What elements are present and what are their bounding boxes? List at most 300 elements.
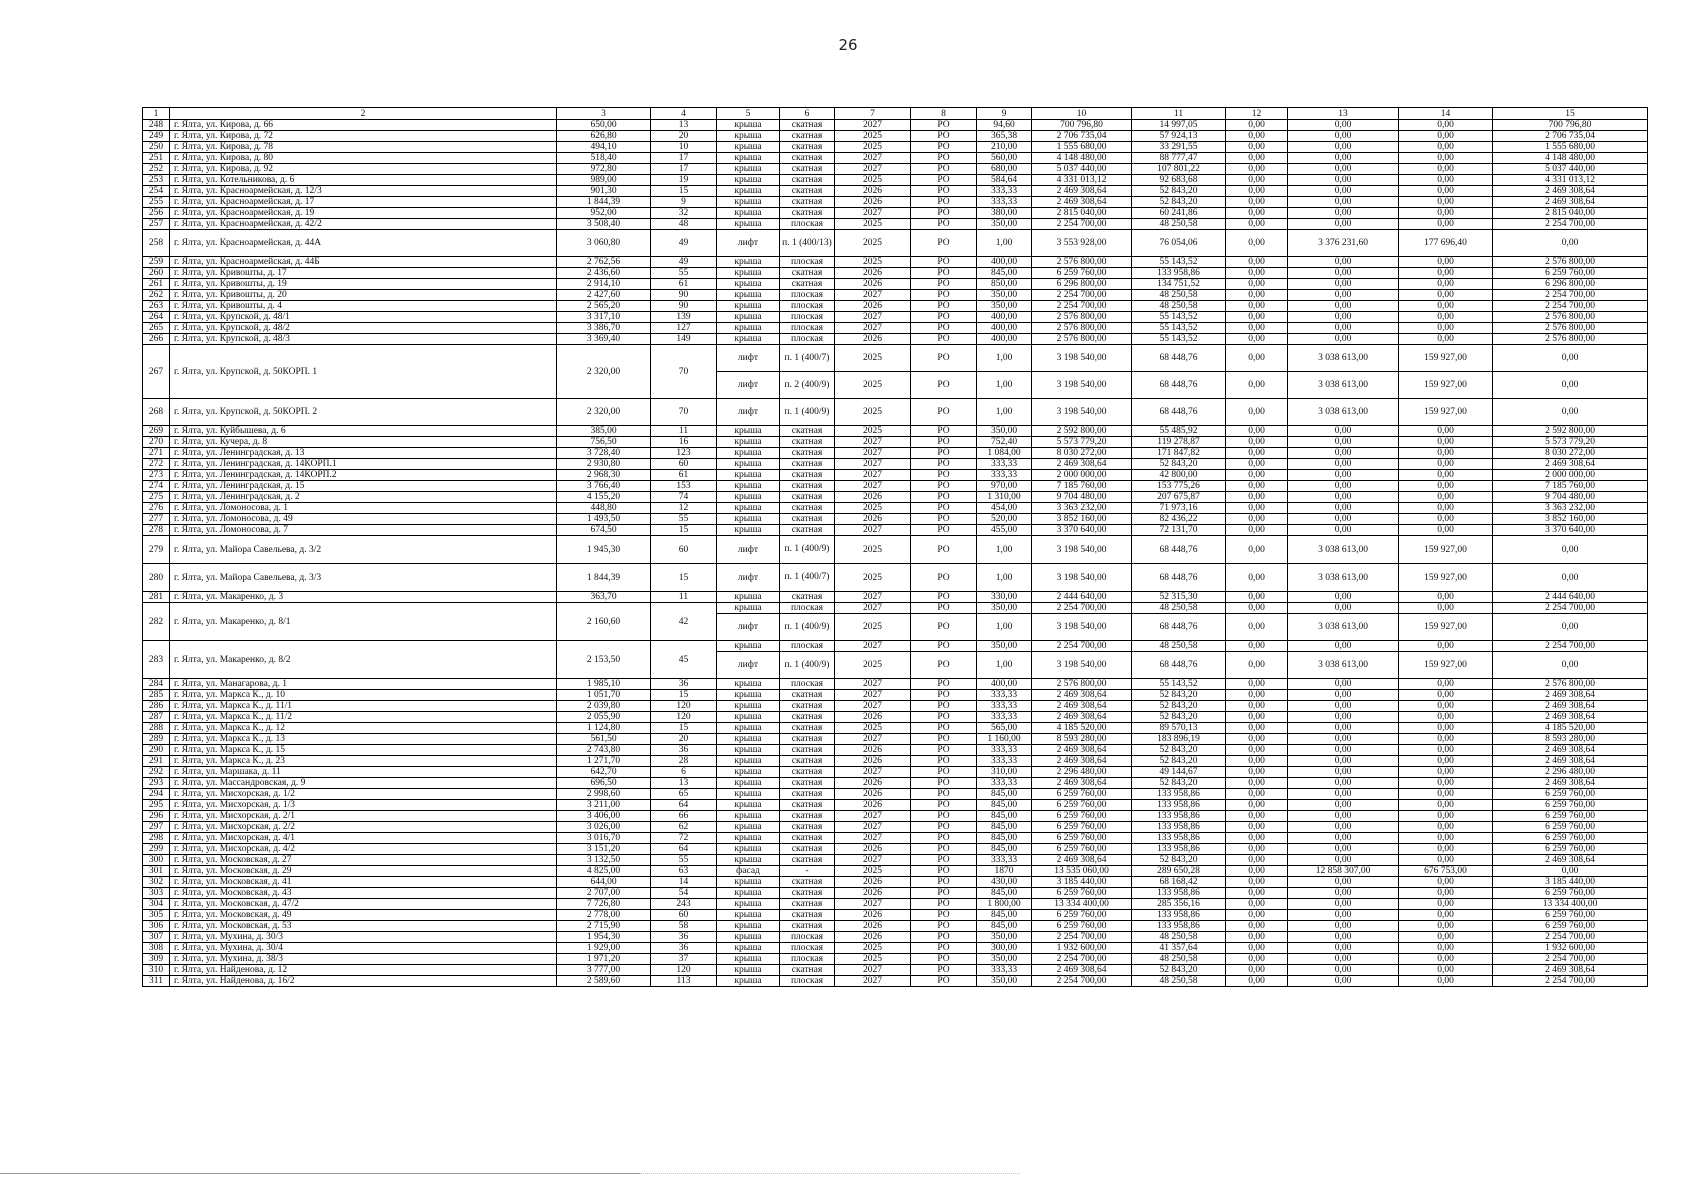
- table-cell: 2 715,90: [557, 921, 651, 932]
- table-cell: 2 762,56: [557, 257, 651, 268]
- table-cell: п. 1 (400/13): [780, 230, 835, 257]
- table-cell: 584,64: [977, 175, 1032, 186]
- table-cell: 2 254 700,00: [1493, 954, 1648, 965]
- column-header: 2: [170, 108, 557, 120]
- table-cell: 2025: [835, 866, 911, 877]
- table-cell: 2 153,50: [557, 641, 651, 679]
- table-cell: 0,00: [1288, 208, 1399, 219]
- table-cell: крыша: [717, 965, 780, 976]
- table-cell: 0,00: [1226, 470, 1288, 481]
- address-cell: г. Ялта, ул. Ленинградская, д. 2: [170, 492, 557, 503]
- table-cell: 2026: [835, 932, 911, 943]
- table-cell: 2025: [835, 399, 911, 426]
- table-cell: 133 958,86: [1132, 811, 1226, 822]
- table-cell: крыша: [717, 822, 780, 833]
- table-cell: 48: [651, 219, 717, 230]
- table-row: [143, 965, 1648, 976]
- table-cell: 0,00: [1226, 164, 1288, 175]
- table-cell: 8 030 272,00: [1493, 448, 1648, 459]
- table-cell: 0,00: [1288, 921, 1399, 932]
- table-cell: РО: [911, 525, 977, 536]
- table-cell: 48 250,58: [1132, 932, 1226, 943]
- table-cell: 15: [651, 723, 717, 734]
- table-cell: крыша: [717, 334, 780, 345]
- column-header: 5: [717, 108, 780, 120]
- table-cell: 6 259 760,00: [1032, 789, 1132, 800]
- table-cell: 0,00: [1226, 976, 1288, 987]
- table-cell: РО: [911, 954, 977, 965]
- table-row: [143, 448, 1648, 459]
- table-cell: 333,33: [977, 855, 1032, 866]
- table-cell: 2 469 308,64: [1493, 778, 1648, 789]
- table-cell: 6 259 760,00: [1493, 789, 1648, 800]
- address-cell: г. Ялта, ул. Кривошты, д. 20: [170, 290, 557, 301]
- table-cell: 333,33: [977, 756, 1032, 767]
- table-cell: 2 055,90: [557, 712, 651, 723]
- table-cell: 2026: [835, 745, 911, 756]
- table-cell: РО: [911, 470, 977, 481]
- table-cell: 0,00: [1288, 268, 1399, 279]
- table-cell: 0,00: [1399, 641, 1493, 652]
- table-cell: 0,00: [1288, 323, 1399, 334]
- table-cell: 0,00: [1226, 301, 1288, 312]
- table-cell: РО: [911, 131, 977, 142]
- table-cell: крыша: [717, 943, 780, 954]
- column-header: 1: [143, 108, 170, 120]
- table-cell: РО: [911, 888, 977, 899]
- table-cell: 90: [651, 301, 717, 312]
- table-cell: 0,00: [1288, 186, 1399, 197]
- table-cell: скатная: [780, 448, 835, 459]
- table-cell: 249: [143, 131, 170, 142]
- table-cell: 3 370 640,00: [1032, 525, 1132, 536]
- table-cell: РО: [911, 164, 977, 175]
- table-cell: 0,00: [1226, 866, 1288, 877]
- table-cell: 845,00: [977, 789, 1032, 800]
- table-cell: 6 259 760,00: [1032, 833, 1132, 844]
- table-cell: 1 945,30: [557, 536, 651, 564]
- table-cell: 68 448,76: [1132, 399, 1226, 426]
- table-cell: 0,00: [1226, 767, 1288, 778]
- table-cell: 2027: [835, 822, 911, 833]
- table-cell: 74: [651, 492, 717, 503]
- table-row: [143, 197, 1648, 208]
- table-cell: 2025: [835, 954, 911, 965]
- table-header: [143, 108, 1648, 120]
- table-cell: 0,00: [1399, 437, 1493, 448]
- table-cell: 0,00: [1493, 564, 1648, 592]
- table-cell: 2 707,00: [557, 888, 651, 899]
- table-cell: 1 084,00: [977, 448, 1032, 459]
- table-cell: 0,00: [1399, 954, 1493, 965]
- table-cell: 2 444 640,00: [1032, 592, 1132, 603]
- table-row: [143, 503, 1648, 514]
- table-cell: 0,00: [1226, 943, 1288, 954]
- table-cell: 52 843,20: [1132, 965, 1226, 976]
- column-header: 6: [780, 108, 835, 120]
- address-cell: г. Ялта, ул. Мисхорская, д. 4/1: [170, 833, 557, 844]
- table-cell: 2027: [835, 525, 911, 536]
- table-cell: 1 932 600,00: [1493, 943, 1648, 954]
- table-cell: 36: [651, 679, 717, 690]
- table-cell: 5 037 440,00: [1493, 164, 1648, 175]
- table-cell: 0,00: [1399, 701, 1493, 712]
- table-cell: крыша: [717, 290, 780, 301]
- table-cell: 90: [651, 290, 717, 301]
- table-cell: 0,00: [1399, 334, 1493, 345]
- table-cell: 845,00: [977, 844, 1032, 855]
- table-cell: 0,00: [1399, 603, 1493, 614]
- table-cell: 0,00: [1288, 641, 1399, 652]
- table-cell: 311: [143, 976, 170, 987]
- table-cell: крыша: [717, 437, 780, 448]
- table-cell: 752,40: [977, 437, 1032, 448]
- table-cell: 2025: [835, 142, 911, 153]
- table-cell: 0,00: [1399, 723, 1493, 734]
- table-cell: 60 241,86: [1132, 208, 1226, 219]
- table-cell: плоская: [780, 312, 835, 323]
- table-cell: скатная: [780, 811, 835, 822]
- table-cell: скатная: [780, 525, 835, 536]
- table-cell: 4 148 480,00: [1493, 153, 1648, 164]
- table-cell: скатная: [780, 899, 835, 910]
- table-cell: 0,00: [1399, 470, 1493, 481]
- table-cell: 0,00: [1399, 833, 1493, 844]
- table-cell: 127: [651, 323, 717, 334]
- table-cell: 42: [651, 603, 717, 641]
- table-cell: РО: [911, 789, 977, 800]
- table-cell: 2 254 700,00: [1032, 954, 1132, 965]
- table-cell: 0,00: [1226, 492, 1288, 503]
- table-cell: РО: [911, 811, 977, 822]
- table-cell: 333,33: [977, 690, 1032, 701]
- table-cell: 676 753,00: [1399, 866, 1493, 877]
- table-cell: крыша: [717, 268, 780, 279]
- table-cell: 3 185 440,00: [1493, 877, 1648, 888]
- table-row: [143, 399, 1648, 426]
- table-cell: плоская: [780, 976, 835, 987]
- table-cell: 0,00: [1399, 734, 1493, 745]
- table-cell: 0,00: [1226, 334, 1288, 345]
- table-cell: 76 054,06: [1132, 230, 1226, 257]
- table-cell: 55 143,52: [1132, 257, 1226, 268]
- table-cell: 0,00: [1399, 208, 1493, 219]
- table-cell: 94,60: [977, 120, 1032, 131]
- table-cell: 2025: [835, 536, 911, 564]
- table-cell: 3 026,00: [557, 822, 651, 833]
- table-cell: 267: [143, 345, 170, 399]
- table-cell: 287: [143, 712, 170, 723]
- table-cell: 3 363 232,00: [1493, 503, 1648, 514]
- table-cell: 0,00: [1288, 514, 1399, 525]
- table-cell: крыша: [717, 131, 780, 142]
- table-cell: 278: [143, 525, 170, 536]
- table-cell: 0,00: [1399, 921, 1493, 932]
- table-cell: 2 160,60: [557, 603, 651, 641]
- table-cell: 133 958,86: [1132, 268, 1226, 279]
- table-cell: 0,00: [1288, 899, 1399, 910]
- table-cell: 363,70: [557, 592, 651, 603]
- table-cell: скатная: [780, 437, 835, 448]
- table-cell: 260: [143, 268, 170, 279]
- table-cell: 2 469 308,64: [1032, 690, 1132, 701]
- column-header: 14: [1399, 108, 1493, 120]
- address-cell: г. Ялта, ул. Кучера, д. 8: [170, 437, 557, 448]
- table-row: [143, 470, 1648, 481]
- table-cell: 0,00: [1288, 592, 1399, 603]
- table-row: [143, 888, 1648, 899]
- table-cell: 0,00: [1288, 888, 1399, 899]
- table-cell: 845,00: [977, 888, 1032, 899]
- table-cell: 0,00: [1226, 652, 1288, 679]
- table-cell: 2 469 308,64: [1493, 186, 1648, 197]
- table-cell: 11: [651, 426, 717, 437]
- table-cell: 0,00: [1226, 290, 1288, 301]
- table-cell: 0,00: [1288, 734, 1399, 745]
- table-cell: 2 576 800,00: [1493, 312, 1648, 323]
- table-cell: 1 310,00: [977, 492, 1032, 503]
- table-cell: 0,00: [1399, 153, 1493, 164]
- table-cell: 256: [143, 208, 170, 219]
- table-cell: 2 469 308,64: [1032, 186, 1132, 197]
- table-cell: 6 259 760,00: [1032, 888, 1132, 899]
- table-cell: 2027: [835, 701, 911, 712]
- table-cell: 2026: [835, 492, 911, 503]
- table-cell: 2026: [835, 197, 911, 208]
- table-cell: 2 000 000,00: [1493, 470, 1648, 481]
- table-cell: 0,00: [1288, 811, 1399, 822]
- table-cell: 0,00: [1288, 690, 1399, 701]
- table-cell: 2027: [835, 290, 911, 301]
- table-row: [143, 756, 1648, 767]
- table-cell: 292: [143, 767, 170, 778]
- table-cell: 60: [651, 459, 717, 470]
- table-row: [143, 734, 1648, 745]
- table-cell: РО: [911, 197, 977, 208]
- table-cell: крыша: [717, 932, 780, 943]
- table-cell: 6 259 760,00: [1032, 910, 1132, 921]
- table-cell: крыша: [717, 481, 780, 492]
- table-cell: крыша: [717, 257, 780, 268]
- table-cell: 3 198 540,00: [1032, 564, 1132, 592]
- table-row: [143, 142, 1648, 153]
- table-cell: 55 143,52: [1132, 312, 1226, 323]
- table-cell: 1 271,70: [557, 756, 651, 767]
- table-cell: 2 576 800,00: [1493, 679, 1648, 690]
- table-cell: 2027: [835, 641, 911, 652]
- table-cell: 2 254 700,00: [1493, 603, 1648, 614]
- table-cell: 0,00: [1399, 219, 1493, 230]
- table-cell: крыша: [717, 142, 780, 153]
- table-cell: 82 436,22: [1132, 514, 1226, 525]
- table-cell: РО: [911, 120, 977, 131]
- table-cell: 52 843,20: [1132, 186, 1226, 197]
- table-cell: 113: [651, 976, 717, 987]
- table-cell: крыша: [717, 175, 780, 186]
- table-cell: 149: [651, 334, 717, 345]
- table-cell: 0,00: [1226, 536, 1288, 564]
- table-cell: 6 259 760,00: [1032, 811, 1132, 822]
- address-cell: г. Ялта, ул. Кирова, д. 80: [170, 153, 557, 164]
- table-cell: 63: [651, 866, 717, 877]
- table-row: [143, 301, 1648, 312]
- table-cell: 0,00: [1288, 932, 1399, 943]
- table-cell: 0,00: [1226, 745, 1288, 756]
- table-cell: 333,33: [977, 470, 1032, 481]
- table-cell: 0,00: [1226, 712, 1288, 723]
- address-cell: г. Ялта, ул. Московская, д. 41: [170, 877, 557, 888]
- table-cell: 13 334 400,00: [1032, 899, 1132, 910]
- table-cell: 0,00: [1288, 525, 1399, 536]
- table-cell: 2 296 480,00: [1493, 767, 1648, 778]
- table-row: [143, 290, 1648, 301]
- table-cell: 2 576 800,00: [1032, 323, 1132, 334]
- table-cell: 0,00: [1288, 954, 1399, 965]
- table-cell: скатная: [780, 142, 835, 153]
- table-cell: РО: [911, 800, 977, 811]
- table-cell: 1 844,39: [557, 197, 651, 208]
- table-cell: 0,00: [1288, 603, 1399, 614]
- table-cell: 0,00: [1399, 745, 1493, 756]
- table-row: [143, 525, 1648, 536]
- table-cell: плоская: [780, 954, 835, 965]
- table-cell: 2 469 308,64: [1493, 197, 1648, 208]
- table-cell: 48 250,58: [1132, 603, 1226, 614]
- table-cell: 333,33: [977, 745, 1032, 756]
- table-row: [143, 323, 1648, 334]
- table-cell: 2 706 735,04: [1493, 131, 1648, 142]
- table-cell: крыша: [717, 525, 780, 536]
- table-cell: 333,33: [977, 965, 1032, 976]
- table-cell: РО: [911, 701, 977, 712]
- table-cell: 133 958,86: [1132, 800, 1226, 811]
- table-cell: 259: [143, 257, 170, 268]
- table-cell: 2025: [835, 345, 911, 372]
- table-cell: 2026: [835, 910, 911, 921]
- table-cell: РО: [911, 976, 977, 987]
- table-cell: плоская: [780, 257, 835, 268]
- table-cell: 952,00: [557, 208, 651, 219]
- table-row: [143, 257, 1648, 268]
- table-cell: 277: [143, 514, 170, 525]
- table-cell: 3 016,70: [557, 833, 651, 844]
- table-cell: 272: [143, 459, 170, 470]
- table-cell: 6 259 760,00: [1493, 822, 1648, 833]
- table-cell: 0,00: [1399, 186, 1493, 197]
- table-cell: 2025: [835, 614, 911, 641]
- table-row: [143, 481, 1648, 492]
- table-cell: 0,00: [1226, 197, 1288, 208]
- table-cell: 4 331 013,12: [1032, 175, 1132, 186]
- table-cell: 0,00: [1399, 899, 1493, 910]
- table-cell: 17: [651, 164, 717, 175]
- table-cell: 1 971,20: [557, 954, 651, 965]
- table-cell: 4 331 013,12: [1493, 175, 1648, 186]
- table-cell: 0,00: [1288, 448, 1399, 459]
- table-cell: 2026: [835, 756, 911, 767]
- table-cell: 0,00: [1226, 481, 1288, 492]
- table-row: [143, 208, 1648, 219]
- address-cell: г. Ялта, ул. Найденова, д. 12: [170, 965, 557, 976]
- table-cell: 286: [143, 701, 170, 712]
- table-cell: РО: [911, 301, 977, 312]
- table-cell: 0,00: [1288, 437, 1399, 448]
- table-cell: 120: [651, 965, 717, 976]
- table-cell: 3 553 928,00: [1032, 230, 1132, 257]
- table-cell: 0,00: [1399, 426, 1493, 437]
- table-cell: крыша: [717, 921, 780, 932]
- table-row: [143, 701, 1648, 712]
- table-cell: 0,00: [1399, 789, 1493, 800]
- table-cell: 2 254 700,00: [1493, 932, 1648, 943]
- table-cell: 400,00: [977, 323, 1032, 334]
- table-cell: 52 843,20: [1132, 745, 1226, 756]
- table-cell: -: [780, 866, 835, 877]
- table-row: [143, 312, 1648, 323]
- table-cell: 4 185 520,00: [1032, 723, 1132, 734]
- address-cell: г. Ялта, ул. Куйбышева, д. 6: [170, 426, 557, 437]
- table-cell: РО: [911, 932, 977, 943]
- table-cell: 3 406,00: [557, 811, 651, 822]
- table-cell: 2025: [835, 564, 911, 592]
- table-cell: РО: [911, 603, 977, 614]
- address-cell: г. Ялта, ул. Крупской, д. 48/3: [170, 334, 557, 345]
- table-cell: 0,00: [1226, 186, 1288, 197]
- table-cell: 48 250,58: [1132, 641, 1226, 652]
- table-cell: 306: [143, 921, 170, 932]
- table-cell: 2025: [835, 943, 911, 954]
- table-cell: 0,00: [1226, 345, 1288, 372]
- table-cell: 2027: [835, 448, 911, 459]
- table-cell: 291: [143, 756, 170, 767]
- table-cell: 0,00: [1288, 492, 1399, 503]
- table-cell: 17: [651, 153, 717, 164]
- table-cell: 845,00: [977, 910, 1032, 921]
- table-cell: 2 469 308,64: [1493, 965, 1648, 976]
- table-cell: 254: [143, 186, 170, 197]
- table-cell: 1 985,10: [557, 679, 651, 690]
- table-cell: 850,00: [977, 279, 1032, 290]
- table-cell: 970,00: [977, 481, 1032, 492]
- table-cell: 0,00: [1288, 142, 1399, 153]
- table-cell: 0,00: [1399, 448, 1493, 459]
- table-cell: 55 143,52: [1132, 679, 1226, 690]
- table-cell: 626,80: [557, 131, 651, 142]
- table-cell: 0,00: [1226, 734, 1288, 745]
- table-cell: 16: [651, 437, 717, 448]
- table-cell: 15: [651, 564, 717, 592]
- table-row: [143, 976, 1648, 987]
- table-cell: крыша: [717, 426, 780, 437]
- table-cell: 2 576 800,00: [1032, 334, 1132, 345]
- table-cell: 2026: [835, 514, 911, 525]
- address-cell: г. Ялта, ул. Манагарова, д. 1: [170, 679, 557, 690]
- table-cell: крыша: [717, 745, 780, 756]
- address-cell: г. Ялта, ул. Московская, д. 27: [170, 855, 557, 866]
- table-cell: 0,00: [1288, 257, 1399, 268]
- table-cell: 0,00: [1288, 976, 1399, 987]
- address-cell: г. Ялта, ул. Кирова, д. 66: [170, 120, 557, 131]
- table-cell: 250: [143, 142, 170, 153]
- table-cell: 350,00: [977, 426, 1032, 437]
- table-cell: 3 185 440,00: [1032, 877, 1132, 888]
- table-cell: 3 038 613,00: [1288, 564, 1399, 592]
- table-cell: 207 675,87: [1132, 492, 1226, 503]
- table-cell: 650,00: [557, 120, 651, 131]
- table-cell: 281: [143, 592, 170, 603]
- table-cell: 8 593 280,00: [1032, 734, 1132, 745]
- table-cell: крыша: [717, 312, 780, 323]
